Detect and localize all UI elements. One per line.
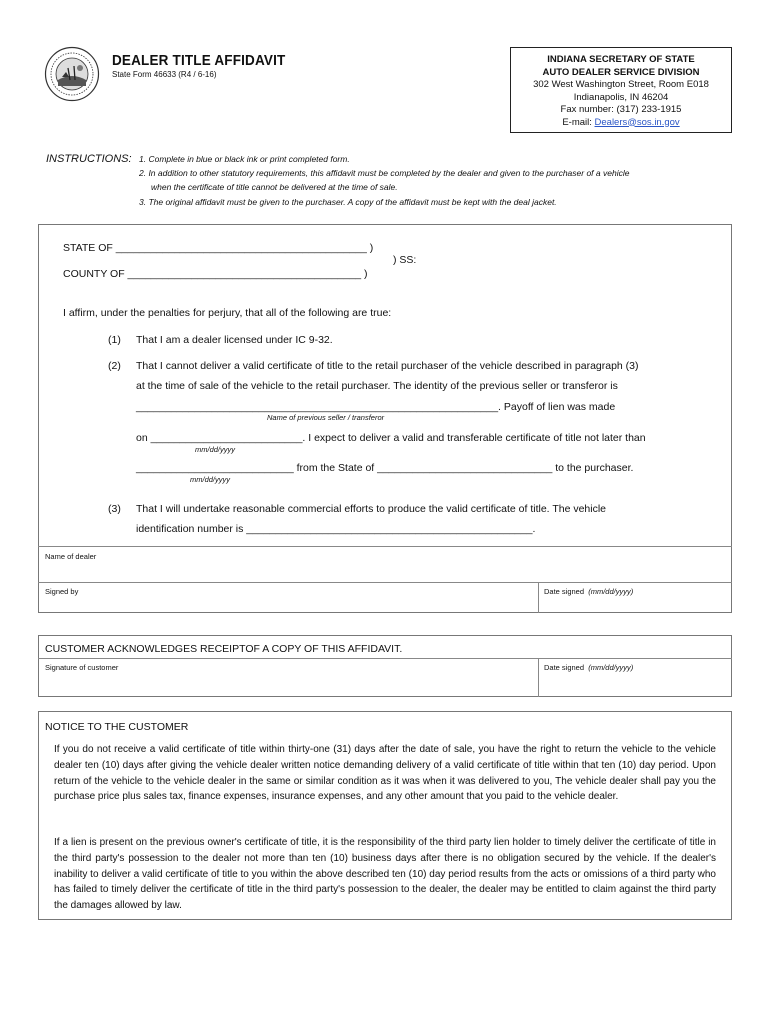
county-of-field[interactable]: COUNTY OF ________________________________________ ) <box>63 268 368 280</box>
agency-email-label: E-mail: <box>562 116 595 128</box>
name-of-dealer-input[interactable] <box>38 547 732 581</box>
date-signed-text: Date signed <box>544 587 585 596</box>
ss-label: ) SS: <box>393 254 417 266</box>
instruction-item-2-cont: when the certificate of title cannot be delivered at the time of sale. <box>151 182 398 192</box>
state-seal-logo <box>44 46 100 102</box>
agency-email-link[interactable]: Dealers@sos.in.gov <box>594 116 680 128</box>
instruction-item-1: 1. Complete in blue or black ink or print completed form. <box>139 154 350 164</box>
agency-city: Indianapolis, IN 46204 <box>573 91 669 103</box>
item-1-text: That I am a dealer licensed under IC 9-32. <box>136 334 333 346</box>
date-format-text: (mm/dd/yyyy) <box>588 587 634 596</box>
state-of-field[interactable]: STATE OF ___________________________________________ ) <box>63 242 374 254</box>
dealer-date-signed-input[interactable] <box>539 583 731 612</box>
agency-street: 302 West Washington Street, Room E018 <box>533 79 709 90</box>
signed-by-label: Signed by <box>45 587 79 596</box>
vin-field[interactable]: identification number is _________________________________________________. <box>136 523 536 535</box>
payoff-date-caption: mm/dd/yyyy <box>195 445 236 454</box>
notice-heading: NOTICE TO THE CUSTOMER <box>45 721 189 733</box>
agency-division: AUTO DEALER SERVICE DIVISION <box>542 66 700 78</box>
state-form-number: State Form 46633 (R4 / 6-16) <box>112 70 217 79</box>
item-2-line-2: at the time of sale of the vehicle to the retail purchaser. The identity of the previous seller or transferor is <box>136 380 618 392</box>
delivery-date-caption: mm/dd/yyyy <box>190 475 231 484</box>
item-1-number: (1) <box>108 334 121 346</box>
affirm-statement: I affirm, under the penalties for perjury, that all of the following are true: <box>63 307 392 319</box>
agency-fax: Fax number: (317) 233-1915 <box>560 104 682 115</box>
signed-by-input[interactable] <box>38 583 537 612</box>
item-3-number: (3) <box>108 503 121 515</box>
name-of-dealer-label: Name of dealer <box>45 552 97 561</box>
customer-date-signed-input[interactable] <box>539 659 731 696</box>
item-3-line-1: That I will undertake reasonable commercial efforts to produce the valid certificate of title. The vehicle <box>136 503 607 515</box>
delivery-date-state-field[interactable]: ___________________________ from the State of ______________________________ to the purchaser. <box>136 462 634 474</box>
instruction-item-2: 2. In addition to other statutory requirements, this affidavit must be completed by the dealer and given to the purchaser of a vehicle <box>139 168 630 178</box>
previous-seller-caption: Name of previous seller / transferor <box>267 413 385 422</box>
date-signed-text: Date signed <box>544 663 585 672</box>
customer-signature-label: Signature of customer <box>45 663 119 672</box>
payoff-date-field[interactable]: on __________________________. I expect to deliver a valid and transferable certificate of title not later than <box>136 432 646 444</box>
agency-email-line <box>511 117 731 130</box>
instruction-item-3: 3. The original affidavit must be given to the purchaser. A copy of the affidavit must be kept with the deal jacket. <box>139 197 557 207</box>
date-format-text: (mm/dd/yyyy) <box>588 663 634 672</box>
agency-address-box <box>510 47 732 133</box>
instructions-label: INSTRUCTIONS: <box>46 153 132 165</box>
notice-paragraph-1: If you do not receive a valid certificate of title within thirty-one (31) days after the date of sale, you have the right to return the vehicle to the vehicle dealer ten (10) days after giving the vehicle dealer written notice demanding delivery of a valid certificate of title within that ten (10) day period. Upon return of the vehicle to the vehicle dealer in the same or similar condition as it was when it was delivered to you, The vehicle dealer shall pay you the purchase price plus sales tax, finance expenses, insurance expenses, and any other amount that you paid to the vehicle dealer. <box>54 744 716 803</box>
notice-paragraph-2: If a lien is present on the previous owner's certificate of title, it is the responsibility of the third party lien holder to timely deliver the certificate of title in the third party's possession to the dealer not more than ten (10) business days after there is no obligation secured by the vehicle. If the dealer's inability to deliver a valid certificate of title to you within the above described ten (10) day period results from the acts or omissions of a third party who has failed to timely deliver the certificate of title in the third party's possession to the dealer, the dealer may be entitled to claim against the third party the damages allowed by law. <box>54 837 716 912</box>
item-2-line-1: That I cannot deliver a valid certificate of title to the retail purchaser of the vehicle described in paragraph (3) <box>136 360 639 372</box>
agency-name: INDIANA SECRETARY OF STATE <box>547 54 695 65</box>
form-title: DEALER TITLE AFFIDAVIT <box>112 52 286 69</box>
customer-ack-heading: CUSTOMER ACKNOWLEDGES RECEIPTOF A COPY OF THIS AFFIDAVIT. <box>45 643 403 655</box>
customer-signature-input[interactable] <box>38 659 537 696</box>
item-2-number: (2) <box>108 360 121 372</box>
previous-seller-field[interactable]: ______________________________________________________________. Payoff of lien was made <box>136 401 616 413</box>
